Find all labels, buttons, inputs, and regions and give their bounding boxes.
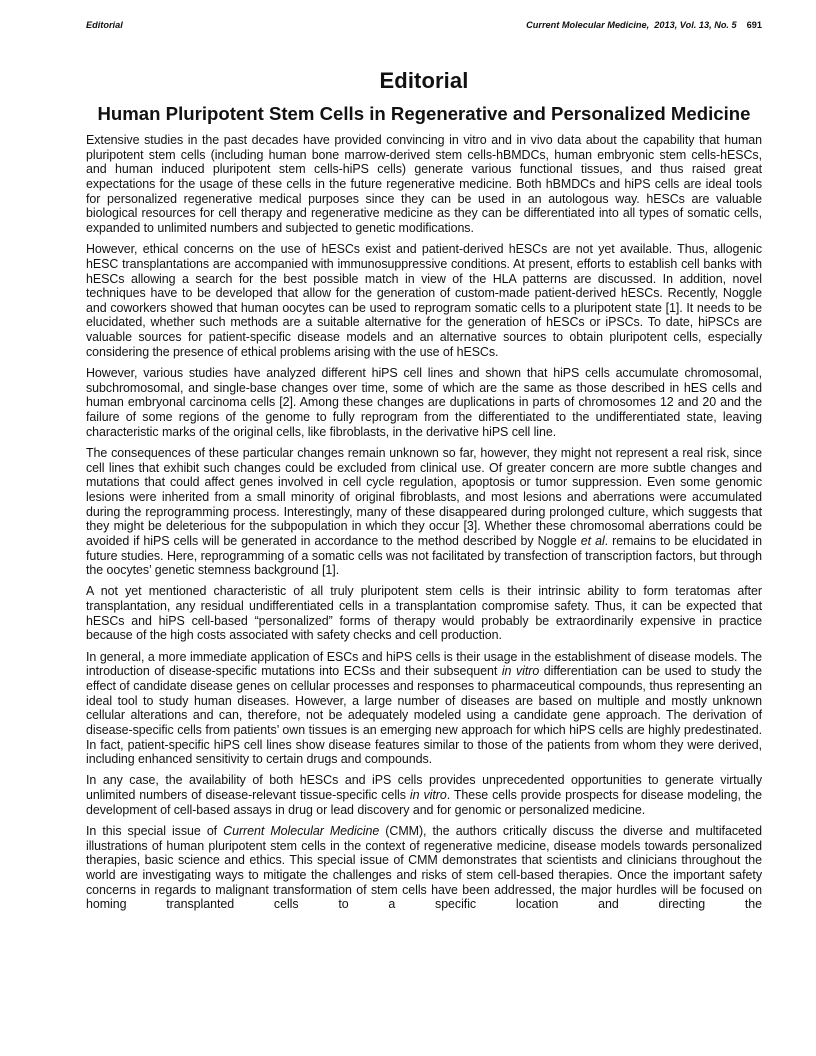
body-paragraph xyxy=(86,446,762,578)
paragraph-text: In any case, the availability of both hESCs and iPS cells provides unprecedented opportunities to generate virtually unlimited numbers of disease-relevant tissue-specific cells xyxy=(86,773,762,803)
paragraph-text: However, ethical concerns on the use of hESCs exist and patient-derived hESCs are not yet available. Thus, allogenic hESC transplantations are accompanied with immunosuppressive conditions. At present, efforts to establish cell banks with hESCs allowing a search for the best possible match in view of the HLA patterns are discussed. In addition, novel techniques have to be developed that allow for the generation of custom-made patient-derived hESCs. Recently, Noggle and coworkers showed that human oocytes can be used to reprogram somatic cells to a pluripotent state [1]. It needs to be elucidated, whether such methods are a suitable alternative for the generation of hESCs or iPSCs. To date, hiPSCs are valuable sources for patient-specific disease models and an alternative sources to obtain pluripotent cells, especially considering the presence of ethical problems arising with the use of hESCs. xyxy=(86,242,762,359)
paragraph-text: A not yet mentioned characteristic of all truly pluripotent stem cells is their intrinsic ability to form teratomas after transplantation, any residual undifferentiated cells in a transplantation compromise safety. Thus, it can be expected that hESCs and hiPS cell-based “personalized” forms of therapy would probably be extraordinarily expensive in practice because of the high costs associated with safety checks and cell production. xyxy=(86,584,762,643)
running-header xyxy=(86,20,762,34)
paragraph-text: . These cells provide prospects for disease modeling, the development of cell-based assays in drug or lead discovery and for genomic or personalized medicine. xyxy=(86,788,763,817)
body-paragraph xyxy=(86,366,762,439)
paragraph-text: In this special issue of xyxy=(86,824,224,839)
article-type-title: Editorial xyxy=(379,68,469,93)
italic-text: in vitro xyxy=(501,664,540,679)
italic-text: et al xyxy=(580,533,605,548)
body-paragraph xyxy=(86,824,762,912)
page-number: 691 xyxy=(746,20,762,30)
paragraph-text: In general, a more immediate application of ESCs and hiPS cells is their usage in the establishment of disease models. The introduction of disease-specific mutations into ECSs and their subsequent xyxy=(86,649,762,679)
body-paragraph xyxy=(86,584,762,643)
running-header-citation: Current Molecular Medicine, 2013, Vol. 13, No. 5 xyxy=(526,20,737,30)
article-body xyxy=(86,133,762,919)
running-header-citation-block xyxy=(526,20,762,30)
body-paragraph xyxy=(86,650,762,767)
running-header-section: Editorial xyxy=(86,20,123,30)
italic-text: in vitro xyxy=(409,788,447,803)
paragraph-text: differentiation can be used to study the effect of candidate disease genes on cellular processes and responses to pharmaceutical compounds, thus representing an ideal tool to study human diseases. However, a large number of diseases are based on multiple and mostly unknown cellular alterations and can, therefore, not be adequately modeled using a candidate gene approach. The derivation of disease-specific cells from patients’ own tissues is an emerging new approach for which hiPS cells are highly predestinated. In fact, patient-specific hiPS cell lines show disease features similar to those of the patients from whom they were derived, including enhanced sensitivity to certain drugs and compounds. xyxy=(86,664,762,767)
paragraph-text: The consequences of these particular changes remain unknown so far, however, they might not represent a real risk, since cell lines that exhibit such changes could be excluded from clinical use. Of greater concern are more subtle changes and mutations that could affect genes involved in cell cycle regulation, apoptosis or tumor suppression. Even some genomic lesions were inherited from a small minority of original fibroblasts, and most lesions and aberrations were accumulated during the reprogramming process. Interestingly, many of these disappeared during prolonged culture, which suggests that they might be deleterious for the subpopulation in which they occur [3]. Whether these chromosomal aberrations could be avoided if hiPS cells will be generated in accordance to the method described by Noggle xyxy=(86,445,762,548)
article-title: Human Pluripotent Stem Cells in Regenerative and Personalized Medicine xyxy=(97,103,751,124)
paragraph-text: However, various studies have analyzed different hiPS cell lines and shown that hiPS cells accumulate chromosomal, subchromosomal, and single-base changes over time, some of which are the same as those described in hES cells and human embryonal carcinoma cells [2]. Among these changes are duplications in parts of chromosomes 12 and 20 and the failure of some regions of the genome to fully reprogram from the differentiated to the undifferentiated state, leaving characteristic marks of the original cells, like fibroblasts, in the derivative hiPS cell line. xyxy=(86,366,762,439)
paragraph-text: . remains to be elucidated in future studies. Here, reprogramming of a somatic cells was not facilitated by transfection of transcription factors, but through the oocytes’ genetic stemness background [1]. xyxy=(86,533,762,578)
body-paragraph xyxy=(86,133,762,236)
italic-text: Current Molecular Medicine xyxy=(223,824,380,839)
paragraph-text: (CMM), the authors critically discuss the diverse and multifaceted illustrations of human pluripotent stem cells in the context of regenerative medicine, disease models towards personalized therapies, basic science and ethics. This special issue of CMM demonstrates that scientists and clinicians throughout the world are investigating ways to mitigate the challenges and risks of stem cell-based therapies. Once the important safety concerns in regards to malignant transformation of stem cells have been addressed, the major hurdles will be focused on homing transplanted cells to a specific location and directing the xyxy=(86,824,762,912)
body-paragraph xyxy=(86,773,762,817)
body-paragraph xyxy=(86,242,762,359)
paragraph-text: Extensive studies in the past decades have provided convincing in vitro and in vivo data about the capability that human pluripotent stem cells (including human bone marrow-derived stem cells-hBMDCs, human embryonic stem cells-hESCs, and human induced pluripotent stem cells-hiPS cells) generate various functional tissues, and thus raised great expectations for the usage of these cells in the future regenerative medicine. Both hBMDCs and hiPS cells are ideal tools for personalized regenerative medical purposes since they can be used in an autologous way. hESCs are valuable biological resources for cell therapy and regenerative medicine as they can be differentiated into all types of somatic cells, expanded to unlimited numbers and subjected to genetic modifications. xyxy=(86,133,762,235)
